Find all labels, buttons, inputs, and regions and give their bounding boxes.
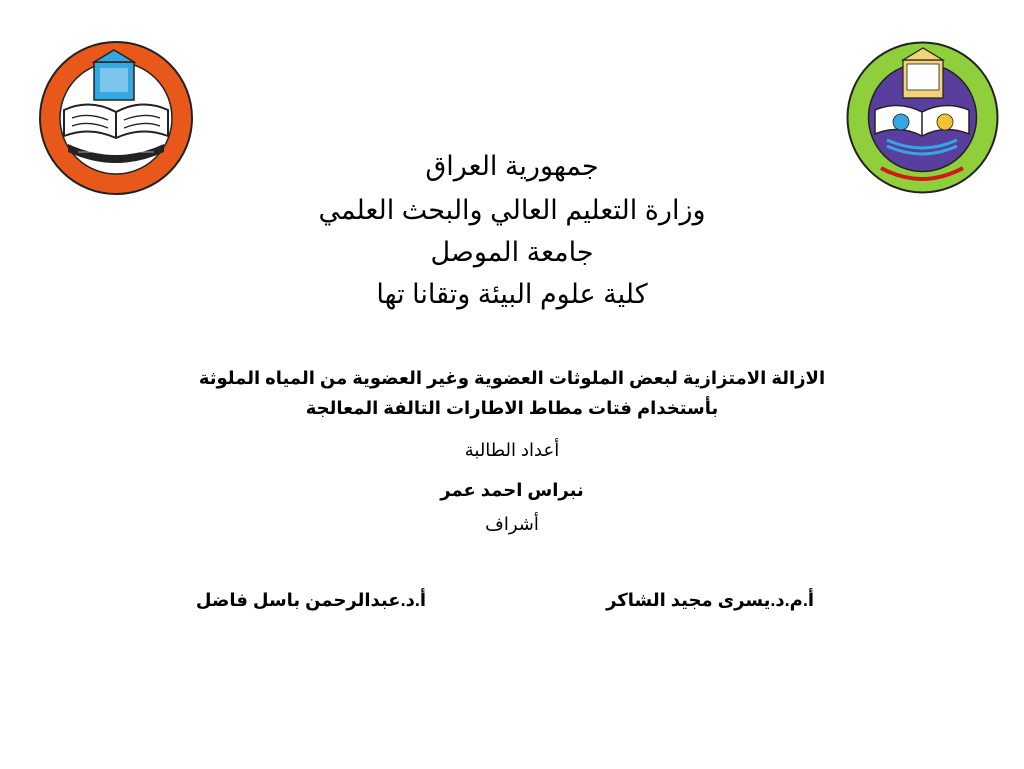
college-heading: كلية علوم البيئة وتقانا تها [376, 279, 648, 309]
university-heading: جامعة الموصل [430, 237, 594, 267]
student-name: نبراس احمد عمر [440, 480, 584, 500]
thesis-title-line-2: بأستخدام فتات مطاط الاطارات التالفة المعالجة [305, 398, 719, 418]
thesis-title-line-1: الازالة الامتزازية لبعض الملوثات العضوية وغير العضوية من المياه الملوثة [198, 368, 826, 388]
prepared-by-label: أعداد الطالبة [464, 440, 560, 460]
supervision-label: أشراف [485, 514, 539, 534]
supervisor-1-name: أ.م.د.يسرى مجيد الشاكر [606, 590, 814, 610]
supervisor-2-name: أ.د.عبدالرحمن باسل فاضل [195, 590, 426, 610]
ministry-heading: وزارة التعليم العالي والبحث العلمي [318, 195, 706, 225]
country-heading: جمهورية العراق [425, 151, 599, 181]
